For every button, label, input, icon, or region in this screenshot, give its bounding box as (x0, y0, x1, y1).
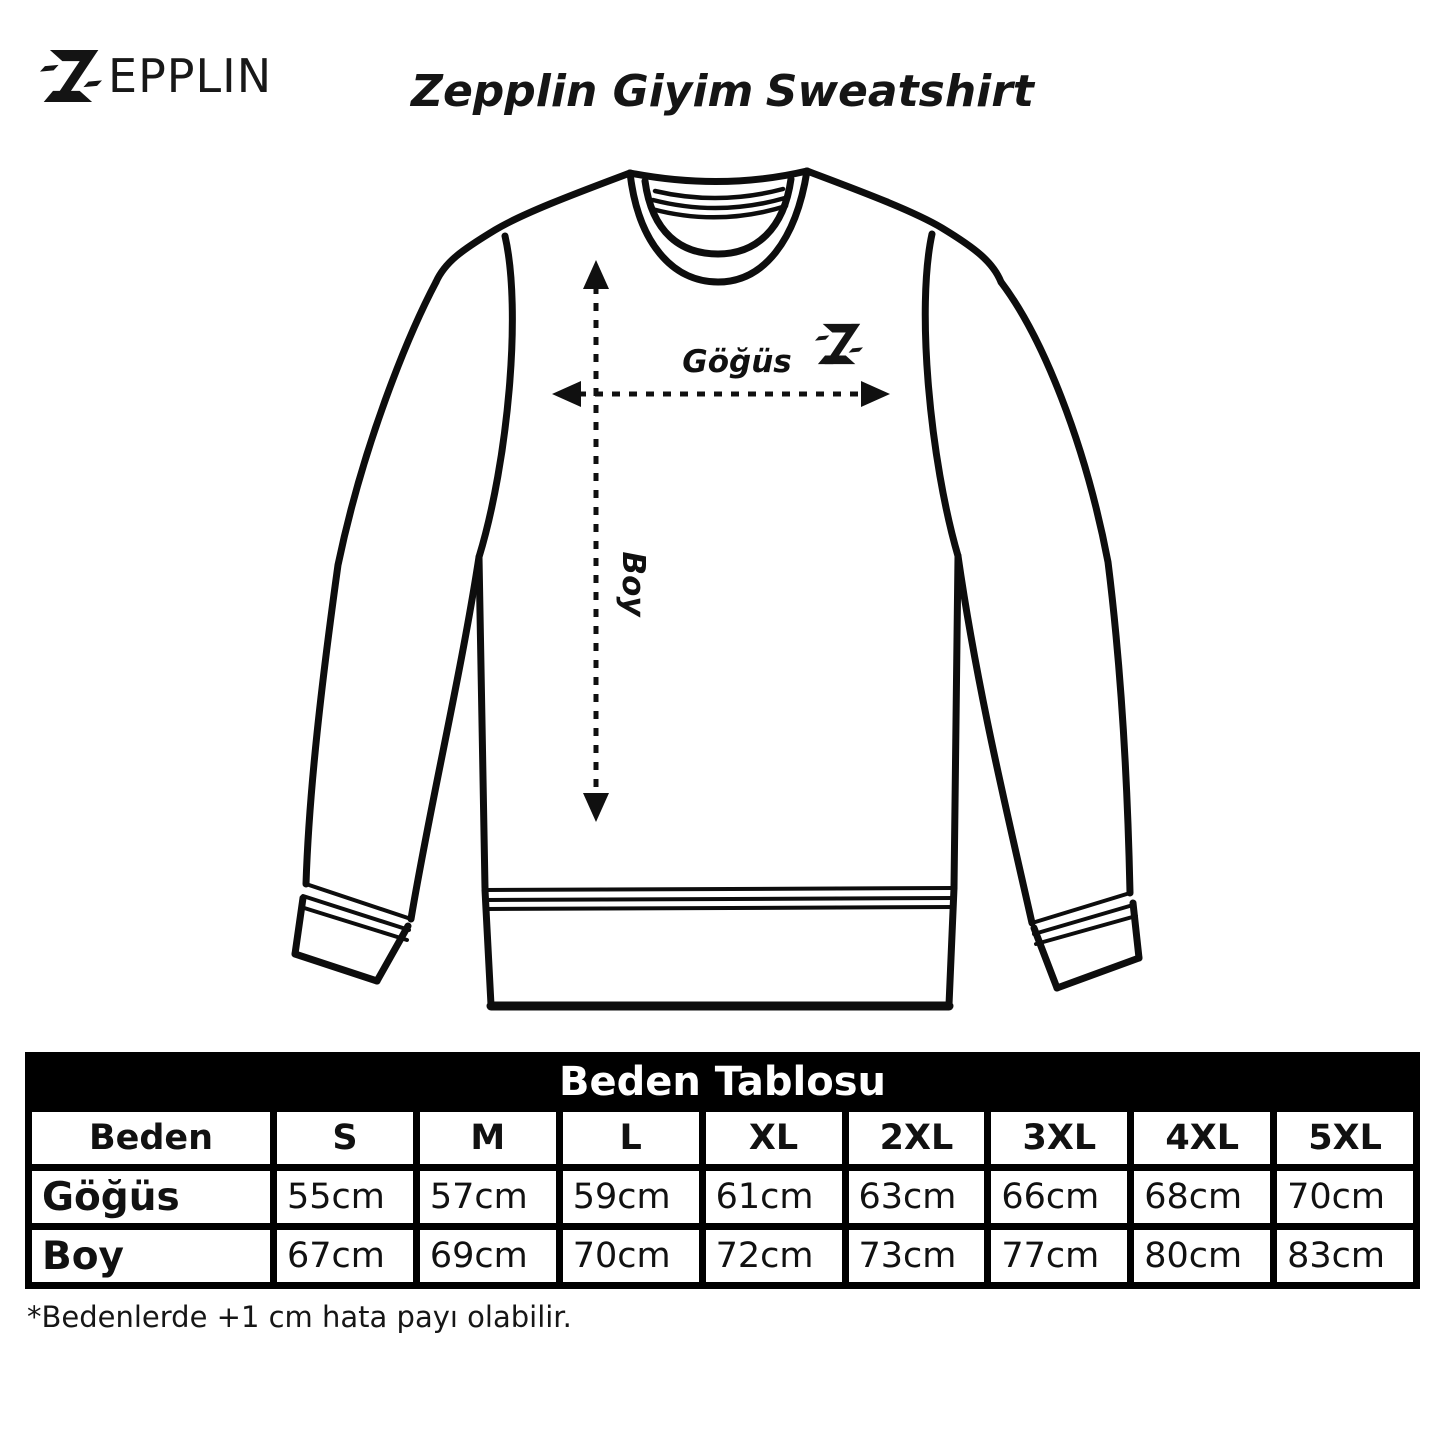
row-label-boy: Boy (32, 1230, 270, 1282)
collar (630, 171, 807, 282)
chest-measure-label: Göğüs (682, 344, 792, 380)
length-row (32, 1230, 1413, 1282)
length-value-l: 70cm (563, 1230, 699, 1282)
row-label-gogus: Göğüs (32, 1171, 270, 1223)
page-title-regular: Zepplin Giyim (411, 66, 754, 117)
size-table-title: Beden Tablosu (32, 1059, 1413, 1105)
chest-zepplin-z-icon (815, 324, 863, 364)
right-sleeve (958, 282, 1139, 988)
column-header-4xl: 4XL (1134, 1112, 1270, 1164)
chest-value-xl: 61cm (706, 1171, 842, 1223)
brand-logo-text: EPPLIN (108, 49, 273, 103)
chest-value-m: 57cm (420, 1171, 556, 1223)
length-value-5xl: 83cm (1277, 1230, 1413, 1282)
length-measure-arrow (583, 260, 609, 822)
length-value-s: 67cm (277, 1230, 413, 1282)
column-header-3xl: 3XL (991, 1112, 1127, 1164)
length-measure-label: Boy (615, 551, 651, 617)
chest-value-3xl: 66cm (991, 1171, 1127, 1223)
waistband (485, 888, 954, 1006)
chest-value-5xl: 70cm (1277, 1171, 1413, 1223)
column-header-5xl: 5XL (1277, 1112, 1413, 1164)
chest-value-s: 55cm (277, 1171, 413, 1223)
length-value-3xl: 77cm (991, 1230, 1127, 1282)
column-header-beden: Beden (32, 1112, 270, 1164)
column-header-2xl: 2XL (849, 1112, 985, 1164)
size-table-header-row (32, 1112, 1413, 1164)
length-value-4xl: 80cm (1134, 1230, 1270, 1282)
page-title-bold: Sweatshirt (765, 66, 1034, 117)
column-header-l: L (563, 1112, 699, 1164)
size-table (25, 1052, 1420, 1289)
body-outline (479, 556, 958, 888)
chest-value-l: 59cm (563, 1171, 699, 1223)
left-sleeve (295, 282, 479, 981)
length-value-2xl: 73cm (849, 1230, 985, 1282)
shoulders (436, 171, 1001, 282)
column-header-s: S (277, 1112, 413, 1164)
size-tolerance-footnote: *Bedenlerde +1 cm hata payı olabilir. (27, 1300, 572, 1334)
chest-measure-arrow (552, 381, 890, 407)
length-value-xl: 72cm (706, 1230, 842, 1282)
chest-row (32, 1171, 1413, 1223)
column-header-m: M (420, 1112, 556, 1164)
size-table-title-row (32, 1059, 1413, 1105)
length-value-m: 69cm (420, 1230, 556, 1282)
chest-value-4xl: 68cm (1134, 1171, 1270, 1223)
chest-value-2xl: 63cm (849, 1171, 985, 1223)
column-header-xl: XL (706, 1112, 842, 1164)
